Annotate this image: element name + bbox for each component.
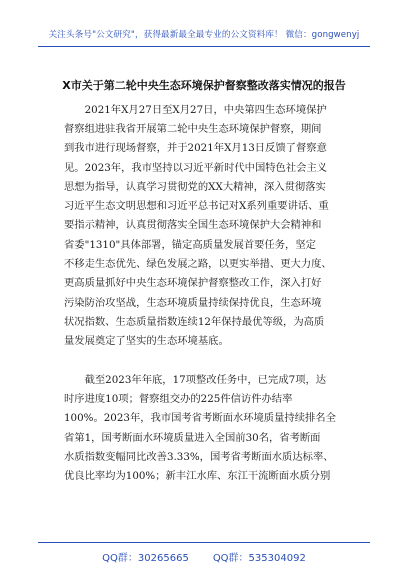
- body-line: 督察组进驻我省开展第二轮中央生态环境保护督察，期间: [64, 123, 322, 135]
- body-line: 截至2023年年底，17项整改任务中，已完成7项，达: [64, 374, 327, 386]
- top-divider: [38, 46, 370, 47]
- body-line: 2021年X月27日至X月27日，中央第四生态环境保护: [64, 104, 327, 116]
- body-line: 时序进度10项；督察组交办的225件信访件办结率: [64, 393, 293, 405]
- body-line: 水质指数变幅同比改善3.33%，国考省考断面水质达标率、: [64, 451, 334, 463]
- body-line: 习近平生态文明思想和习近平总书记对X系列重要讲话、重: [64, 200, 329, 212]
- body-line: 思想为指导，认真学习贯彻党的XX大精神，深入贯彻落实: [64, 181, 326, 193]
- body-line: 到我市进行现场督察，并于2021年X月13日反馈了督察意: [64, 142, 327, 154]
- body-line: 量发展奠定了坚实的生态环境基底。: [64, 335, 229, 347]
- body-line: 优良比率均为100%；新丰江水库、东江干流断面水质分别: [64, 470, 331, 482]
- body-line: 要指示精神，认真贯彻落实全国生态环境保护大会精神和: [64, 219, 322, 231]
- footer-qq-group-2[interactable]: QQ群：535304092: [212, 553, 306, 564]
- body-line: 省第1，国考断面水环境质量进入全国前30名，省考断面: [64, 432, 321, 444]
- footer-qq-group-1[interactable]: QQ群：30265665: [102, 553, 189, 564]
- body-line: 100%。2023年，我市国考省考断面水环境质量持续排名全: [64, 412, 336, 424]
- body-line: 见。2023年，我市坚持以习近平新时代中国特色社会主义: [64, 162, 328, 174]
- document-title: X市关于第二轮中央生态环境保护督察整改落实情况的报告: [62, 79, 346, 92]
- body-line: 状况指数、生态质量指数连续12年保持最优等级，为高质: [64, 316, 325, 328]
- body-line: 更高质量抓好中央生态环境保护督察整改工作，深入打好: [64, 277, 322, 289]
- footer: [0, 549, 408, 564]
- body-line: 省委"1310"具体部署，锚定高质量发展首要任务，坚定: [64, 239, 316, 251]
- body-line: 污染防治攻坚战，生态环境质量持续保持优良，生态环境: [64, 297, 322, 309]
- top-banner[interactable]: 关注头条号"公文研究"，获得最新最全最专业的公文资料库！ 微信：gongwenyj: [48, 30, 360, 40]
- bottom-divider: [38, 542, 370, 543]
- body-line: 不移走生态优先、绿色发展之路，以更实举措、更大力度、: [64, 258, 332, 270]
